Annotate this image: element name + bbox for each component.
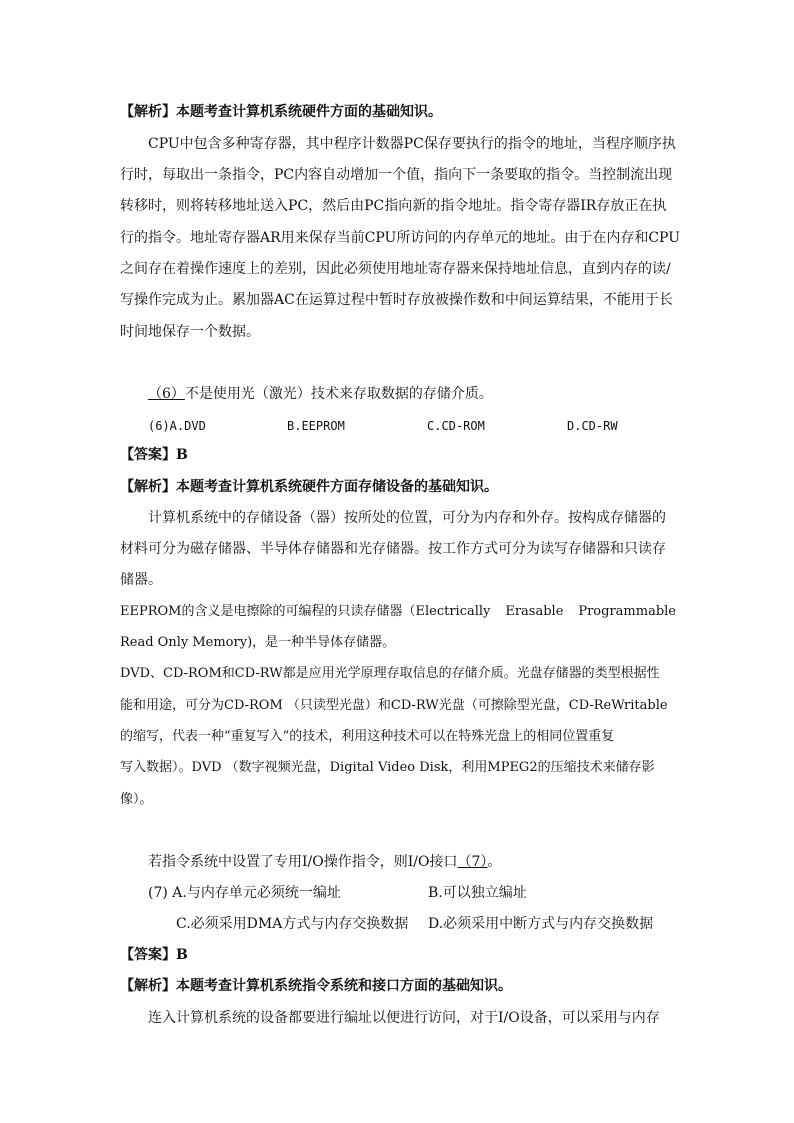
question-blank: （7） [457, 854, 488, 870]
analysis-tag: 【解析】 [120, 479, 176, 495]
analysis-heading-1 [120, 102, 442, 122]
analysis-heading-7 [120, 976, 512, 996]
paragraph-line: 储器。 [120, 572, 162, 588]
analysis-title: 本题考查计算机系统指令系统和接口方面的基础知识。 [176, 978, 512, 994]
paragraph-line: 计算机系统中的存储设备（器）按所处的位置，可分为内存和外存。按构成存储器的 [148, 510, 666, 526]
question-blank: （6） [148, 386, 185, 402]
option-b: B.EEPROM [287, 419, 345, 433]
paragraph-line: 的缩写，代表一种“重复写入”的技术，利用这种技术可以在特殊光盘上的相同位置重复 [120, 729, 615, 744]
answer-value: B [176, 947, 188, 963]
analysis-tag: 【解析】 [120, 978, 176, 994]
analysis-heading-6 [120, 477, 498, 497]
answer-tag: 【答案】 [120, 447, 176, 463]
answer-7 [120, 945, 188, 965]
paragraph-line: 材料可分为磁存储器、半导体存储器和光存储器。按工作方式可分为读写存储器和只读存 [120, 541, 666, 557]
paragraph-line: 连入计算机系统的设备都要进行编址以便进行访问，对于I/O设备，可以采用与内存 [148, 1010, 660, 1026]
paragraph-line: 像）。 [120, 792, 153, 807]
question-stem: 若指令系统中设置了专用I/O操作指令，则I/O接口 [148, 854, 458, 870]
question-stem-suffix: 。 [487, 854, 502, 870]
option-d: D.必须采用中断方式与内存交换数据 [428, 916, 654, 932]
answer-tag: 【答案】 [120, 947, 176, 963]
analysis-tag: 【解析】 [120, 104, 176, 120]
option-d: D.CD-RW [567, 419, 618, 433]
eeprom-line [120, 602, 676, 622]
option-b: B.可以独立编址 [428, 885, 527, 901]
paragraph-line: DVD、CD-ROM和CD-RW都是应用光学原理存取信息的存储介质。光盘存储器的类型根据性 [120, 666, 660, 681]
option-c: C.CD-ROM [427, 419, 485, 433]
paragraph-line: 写操作完成为止。累加器AC在运算过程中暂时存放被操作数和中间运算结果，不能用于长 [120, 292, 673, 308]
paragraph-line: CPU中包含多种寄存器，其中程序计数器PC保存要执行的指令的地址，当程序顺序执 [148, 136, 676, 152]
paragraph-line: 时间地保存一个数据。 [120, 324, 260, 340]
analysis-title: 本题考查计算机系统硬件方面的基础知识。 [176, 104, 442, 120]
answer-6 [120, 445, 188, 465]
paragraph-line: 写入数据）。DVD （数字视频光盘，Digital Video Disk，利用MPEG2的压缩技术来储存影 [120, 760, 655, 775]
paragraph-line: Read Only Memory)，是一种半导体存储器。 [120, 635, 396, 650]
eeprom-text: EEPROM的含义是电擦除的可编程的只读存储器（Electrically [120, 604, 491, 619]
question-stem: 不是使用光（激光）技术来存取数据的存储介质。 [184, 386, 493, 402]
question-6-stem [148, 384, 493, 404]
paragraph-line: 转移时，则将转移地址送入PC，然后由PC指向新的指令地址。指令寄存器IR存放正在执 [120, 198, 667, 214]
option-c: C.必须采用DMA方式与内存交换数据 [176, 916, 409, 932]
eeprom-text: Erasable [505, 604, 564, 619]
answer-value: B [176, 447, 188, 463]
analysis-title: 本题考查计算机系统硬件方面存储设备的基础知识。 [176, 479, 498, 495]
paragraph-line: 行时，每取出一条指令，PC内容自动增加一个值，指向下一条要取的指令。当控制流出现 [120, 167, 673, 183]
paragraph-line: 行的指令。地址寄存器AR用来保存当前CPU所访问的内存单元的地址。由于在内存和CPU [120, 230, 681, 246]
question-7-stem [148, 852, 501, 872]
option-a: (7) A.与内存单元必须统一编址 [148, 885, 341, 901]
eeprom-text: Programmable [578, 604, 676, 619]
paragraph-line: 之间存在着操作速度上的差别，因此必须使用地址寄存器来保持地址信息，直到内存的读/ [120, 261, 671, 277]
paragraph-line: 能和用途，可分为CD-ROM （只读型光盘）和CD-RW光盘（可擦除型光盘，CD-ReWritable [120, 698, 668, 713]
option-a: (6)A.DVD [148, 419, 206, 433]
